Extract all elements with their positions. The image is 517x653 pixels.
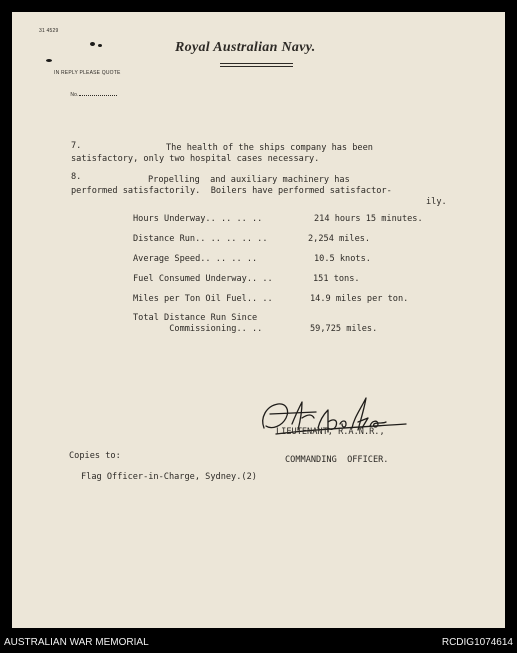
stat-label: Total Distance Run Since Commissioning.. .. (133, 313, 263, 334)
stat-label: Miles per Ton Oil Fuel.. .. (133, 294, 273, 304)
copies-recipient: Flag Officer-in-Charge, Sydney.(2) (81, 472, 257, 482)
punch-hole (90, 42, 95, 46)
stat-value: 14.9 miles per ton. (310, 294, 409, 304)
stat-label: Average Speed.. .. .. .. (133, 254, 258, 264)
stat-value: 59,725 miles. (310, 324, 378, 334)
paragraph-8-line: Propelling and auxiliary machinery has (148, 175, 350, 185)
footer-institution: AUSTRALIAN WAR MEMORIAL (4, 637, 149, 648)
reply-quote-label: IN REPLY PLEASE QUOTE (54, 70, 121, 76)
reply-number-label: No. (64, 86, 117, 104)
copies-label: Copies to: (69, 451, 121, 461)
stat-label: Distance Run.. .. .. .. .. (133, 234, 268, 244)
paragraph-7-number: 7. (71, 141, 82, 151)
stat-value: 151 tons. (313, 274, 360, 284)
paragraph-7-line: The health of the ships company has been (166, 143, 373, 153)
stat-value: 214 hours 15 minutes. (314, 214, 423, 224)
title-underline (220, 66, 293, 67)
signatory-rank: LIEUTENANT, R.A.N.R., (276, 427, 385, 437)
archive-footer (0, 632, 517, 653)
title-underline (220, 63, 293, 64)
footer-record-id: RCDIG1074614 (441, 637, 513, 648)
punch-hole (98, 44, 102, 47)
form-number: 31 4529 (39, 28, 59, 34)
paragraph-8-number: 8. (71, 172, 82, 182)
stat-label: Hours Underway.. .. .. .. (133, 214, 263, 224)
letterhead-title: Royal Australian Navy. (175, 40, 316, 55)
paragraph-8-line: ily. (426, 197, 447, 207)
paragraph-7-line: satisfactory, only two hospital cases necessary. (71, 154, 320, 164)
signatory-role: COMMANDING OFFICER. (285, 455, 389, 465)
paragraph-8-line: performed satisfactorily. Boilers have performed satisfactor- (71, 186, 392, 196)
document-page (12, 12, 505, 628)
punch-hole (46, 59, 52, 62)
stat-label: Fuel Consumed Underway.. .. (133, 274, 273, 284)
stat-value: 10.5 knots. (314, 254, 371, 264)
stat-value: 2,254 miles. (308, 234, 371, 244)
